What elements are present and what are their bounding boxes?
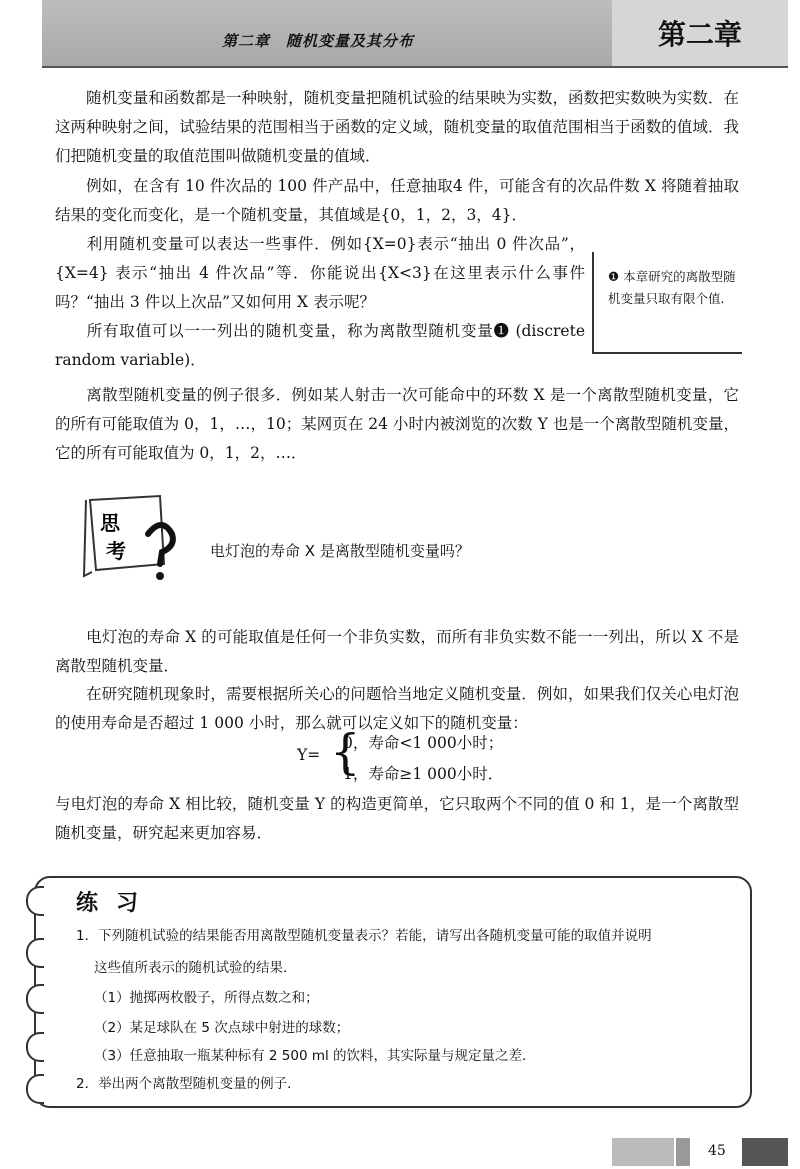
think-icon-char-1: 思 [100,511,120,535]
paragraph-7: 在研究随机现象时，需要根据所关心的问题恰当地定义随机变量．例如，如果我们仅关心电灯泡的使用寿命是否超过 1 000 小时，那么就可以定义如下的随机变量： [55,685,739,732]
exercise-box [34,876,752,1108]
think-icon [82,494,177,584]
binder-ring [26,1032,44,1062]
paragraph-5: 离散型随机变量的例子很多．例如某人射击一次可能命中的环数 X 是一个离散型随机变量，它的所有可能取值为 0，1，…，10；某网页在 24 小时内被浏览的次数 Y 也是一个离散型随机变量，它的所有可能取值为 0，1，2，…． [55,386,739,462]
exercise-item: 1．下列随机试验的结果能否用离散型随机变量表示？若能，请写出各随机变量可能的取值并说明 [76,928,652,944]
paragraph-4: 所有取值可以一一列出的随机变量，称为离散型随机变量❶ (discrete random variable)． [55,322,585,369]
exercise-item: （3）任意抽取一瓶某种标有 2 500 ml 的饮料，其实际量与规定量之差． [94,1048,536,1064]
formula-brace: { [330,724,361,780]
margin-note: ❶ 本章研究的离散型随机变量只取有限个值. [592,252,742,354]
paragraph-3: 利用随机变量可以表达一些事件．例如{X=0}表示“抽出 0 件次品”，{X=4} 表示“抽出 4 件次品”等．你能说出{X<3}在这里表示什么事件吗？“抽出 3 件以上次品”又如何用 X 表示呢？ [55,235,585,311]
binder-ring [26,886,44,916]
paragraph-6: 电灯泡的寿命 X 的可能取值是任何一个非负实数，而所有非负实数不能一一列出，所以 X 不是离散型随机变量． [55,628,739,675]
exercise-item: （1）抛掷两枚骰子，所得点数之和； [94,990,319,1006]
binder-ring [26,1074,44,1104]
formula-case-2: 1，寿命≥1 000小时． [343,765,504,783]
paragraph-2: 例如，在含有 10 件次品的 100 件产品中，任意抽取4 件，可能含有的次品件数 X 将随着抽取结果的变化而变化，是一个随机变量，其值域是{0，1，2，3，4}． [55,177,739,224]
formula-lhs: Y= [297,746,321,764]
page-number: 45 [708,1143,726,1159]
exercise-item: （2）某足球队在 5 次点球中射进的球数； [94,1020,350,1036]
exercise-title: 练习 [76,891,157,916]
footer-bar [676,1138,690,1166]
chapter-tab [612,0,788,66]
think-question: 电灯泡的寿命 X 是离散型随机变量吗？ [210,542,470,560]
binder-ring [26,938,44,968]
think-icon-char-2: 考 [106,539,126,563]
running-header [42,0,788,68]
chapter-tab-label: 第二章 [657,18,742,51]
exercise-item: 2．举出两个离散型随机变量的例子． [76,1076,301,1092]
footer-bar [742,1138,788,1166]
paragraph-8: 与电灯泡的寿命 X 相比较，随机变量 Y 的构造更简单，它只取两个不同的值 0 和 1，是一个离散型随机变量，研究起来更加容易． [55,795,739,842]
running-header-title: 第二章 随机变量及其分布 [222,32,415,50]
paragraph-1: 随机变量和函数都是一种映射，随机变量把随机试验的结果映为实数，函数把实数映为实数．在这两种映射之间，试验结果的范围相当于函数的定义域，随机变量的取值范围相当于函数的值域．我们把随机变量的取值范围叫做随机变量的值域． [55,89,739,165]
formula-case-1: 0，寿命<1 000小时； [343,734,504,752]
footer-bar [612,1138,674,1166]
binder-ring [26,984,44,1014]
exercise-item: 这些值所表示的随机试验的结果． [94,960,297,976]
